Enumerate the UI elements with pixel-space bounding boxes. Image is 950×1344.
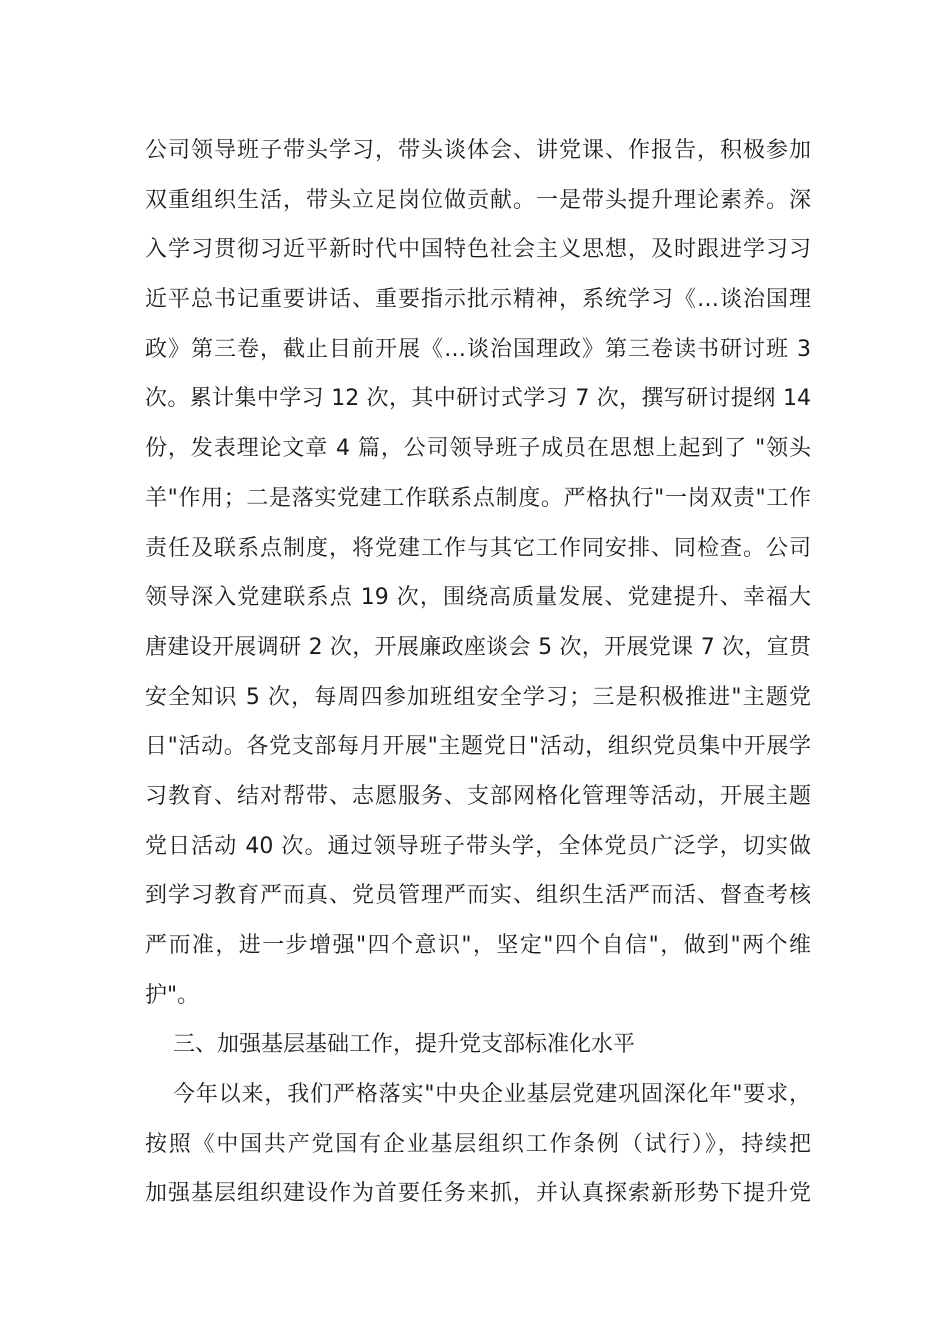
text-line: 严而准，进一步增强"四个意识"，坚定"四个自信"，做到"两个维 [145, 933, 811, 958]
text-line: 习教育、结对帮带、志愿服务、支部网格化管理等活动，开展主题 [145, 783, 811, 809]
text-line: 加强基层组织建设作为首要任务来抓，并认真探索新形势下提升党 [145, 1181, 811, 1207]
paragraph-party-study [145, 126, 811, 1020]
text-line: 安全知识 5 次，每周四参加班组安全学习；三是积极推进"主题党 [145, 684, 811, 710]
text-line: 羊"作用；二是落实党建工作联系点制度。严格执行"一岗双责"工作 [145, 485, 811, 511]
text-line: 入学习贯彻习近平新时代中国特色社会主义思想，及时跟进学习习 [145, 237, 811, 263]
paragraph-grassroots-work [145, 1070, 811, 1219]
text-line: 今年以来，我们严格落实"中央企业基层党建巩固深化年"要求， [173, 1082, 811, 1108]
text-line: 公司领导班子带头学习，带头谈体会、讲党课、作报告，积极参加 [145, 138, 811, 163]
text-line: 政》第三卷，截止目前开展《…谈治国理政》第三卷读书研讨班 3 [145, 336, 811, 362]
text-line: 按照《中国共产党国有企业基层组织工作条例（试行）》，持续把 [145, 1131, 811, 1157]
text-line: 份，发表理论文章 4 篇，公司领导班子成员在思想上起到了 "领头 [145, 436, 811, 462]
text-line: 次。累计集中学习 12 次，其中研讨式学习 7 次，撰写研讨提纲 14 [145, 386, 811, 412]
text-line: 党日活动 40 次。通过领导班子带头学，全体党员广泛学，切实做 [145, 833, 811, 859]
text-line: 日"活动。各党支部每月开展"主题党日"活动，组织党员集中开展学 [145, 734, 811, 760]
text-line: 领导深入党建联系点 19 次，围绕高质量发展、党建提升、幸福大 [145, 585, 811, 611]
text-line: 近平总书记重要讲话、重要指示批示精神，系统学习《…谈治国理 [145, 287, 811, 313]
text-line: 护"。 [145, 982, 200, 1008]
text-line: 唐建设开展调研 2 次，开展廉政座谈会 5 次，开展党课 7 次，宣贯 [145, 634, 811, 660]
document-body [145, 126, 811, 1219]
text-line: 双重组织生活，带头立足岗位做贡献。一是带头提升理论素养。深 [145, 187, 811, 213]
text-line: 到学习教育严而真、党员管理严而实、组织生活严而活、督查考核 [145, 883, 811, 909]
text-line: 责任及联系点制度，将党建工作与其它工作同安排、同检查。公司 [145, 535, 811, 561]
section-heading: 三、加强基层基础工作，提升党支部标准化水平 [173, 1032, 636, 1058]
